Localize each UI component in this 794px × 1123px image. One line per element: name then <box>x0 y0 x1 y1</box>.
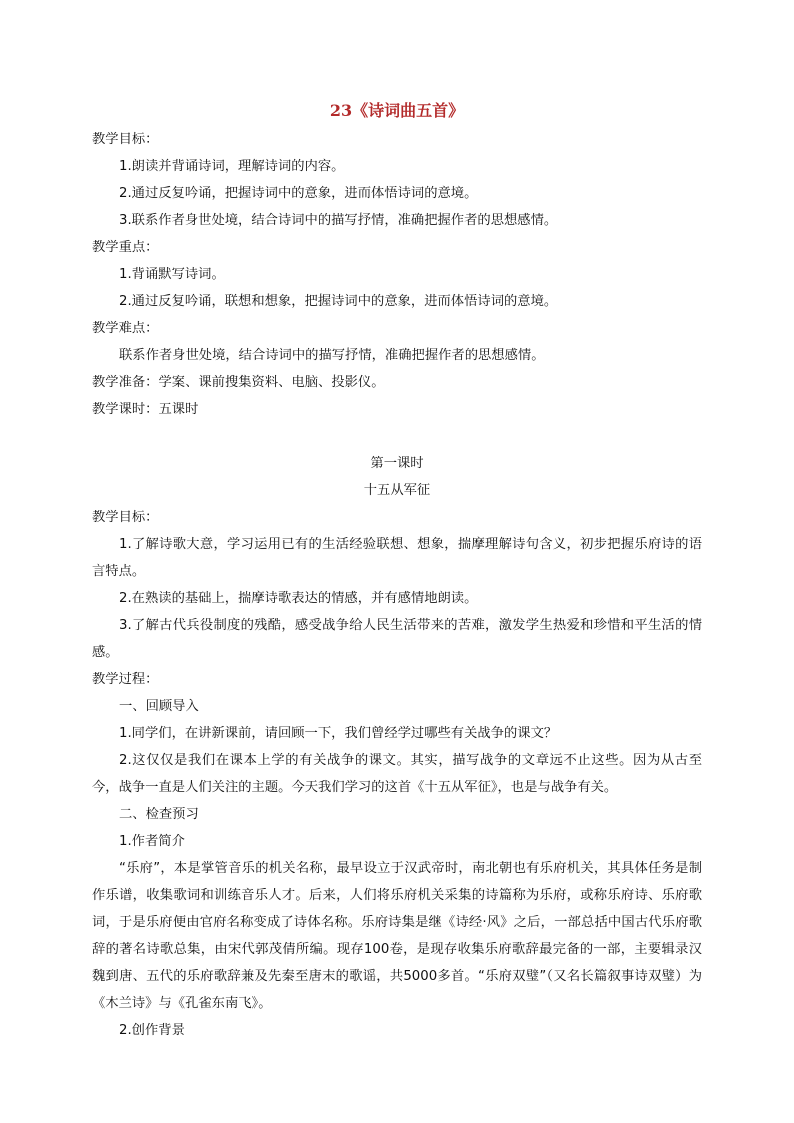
process-heading: 教学过程： <box>92 672 159 687</box>
author-paragraph: “乐府”，本是掌管音乐的机关名称，最早设立于汉武帝时，南北朝也有乐府机关，其具体任务是制作乐谱，收集歌词和训练音乐人才。后来，人们将乐府机关采集的诗篇称为乐府，或称乐府诗、乐府歌词，于是乐府便由官府名称变成了诗体名称。乐府诗集是继《诗经·风》之后，一部总括中国古代乐府歌辞的著名诗歌总集，由宋代郭茂倩所编。现存100卷，是现存收集乐府歌辞最完备的一部，主要辑录汉魏到唐、五代的乐府歌辞兼及先秦至唐末的歌谣，共5000多首。“乐府双璧”（又名长篇叙事诗双璧）为《木兰诗》与《孔雀东南飞》。 <box>92 861 702 1011</box>
lesson-goal-item: 1.了解诗歌大意，学习运用已有的生活经验联想、想象，揣摩理解诗句含义，初步把握乐府诗的语言特点。 <box>92 537 702 579</box>
key-point-item: 2.通过反复吟诵，联想和想象，把握诗词中的意象，进而体悟诗词的意境。 <box>119 294 558 309</box>
background-heading: 2.创作背景 <box>119 1023 185 1038</box>
goal-item: 2.通过反复吟诵，把握诗词中的意象，进而体悟诗词的意境。 <box>119 186 478 201</box>
author-heading: 1.作者简介 <box>119 834 185 849</box>
section-heading: 一、回顾导入 <box>119 699 199 714</box>
lesson-goals-heading: 教学目标： <box>92 510 159 525</box>
key-point-item: 1.背诵默写诗词。 <box>119 267 225 282</box>
page-title: 23《诗词曲五首》 <box>329 101 465 120</box>
section-item: 2.这仅仅是我们在课本上学的有关战争的课文。其实，描写战争的文章远不止这些。因为从古至今，战争一直是人们关注的主题。今天我们学习的这首《十五从军征》，也是与战争有关。 <box>92 753 702 795</box>
difficulty-text: 联系作者身世处境，结合诗词中的描写抒情，准确把握作者的思想感情。 <box>119 348 545 363</box>
document-body <box>92 126 702 1044</box>
goals-heading: 教学目标： <box>92 132 159 147</box>
lesson-period-title: 第一课时 <box>370 456 424 471</box>
periods-text: 教学课时：五课时 <box>92 402 199 417</box>
poem-title: 十五从军征 <box>363 483 431 498</box>
key-points-heading: 教学重点： <box>92 240 159 255</box>
section-heading: 二、检查预习 <box>119 807 199 822</box>
preparation-text: 教学准备：学案、课前搜集资料、电脑、投影仪。 <box>92 375 385 390</box>
spacer <box>92 423 702 450</box>
section-item: 1.同学们，在讲新课前，请回顾一下，我们曾经学过哪些有关战争的课文？ <box>119 726 558 741</box>
lesson-goal-item: 3.了解古代兵役制度的残酷，感受战争给人民生活带来的苦难，激发学生热爱和珍惜和平生活的情感。 <box>92 618 702 660</box>
lesson-goal-item: 2.在熟读的基础上，揣摩诗歌表达的情感，并有感情地朗读。 <box>119 591 478 606</box>
goal-item: 1.朗读并背诵诗词，理解诗词的内容。 <box>119 159 345 174</box>
goal-item: 3.联系作者身世处境，结合诗词中的描写抒情，准确把握作者的思想感情。 <box>119 213 558 228</box>
difficulty-heading: 教学难点： <box>92 321 159 336</box>
